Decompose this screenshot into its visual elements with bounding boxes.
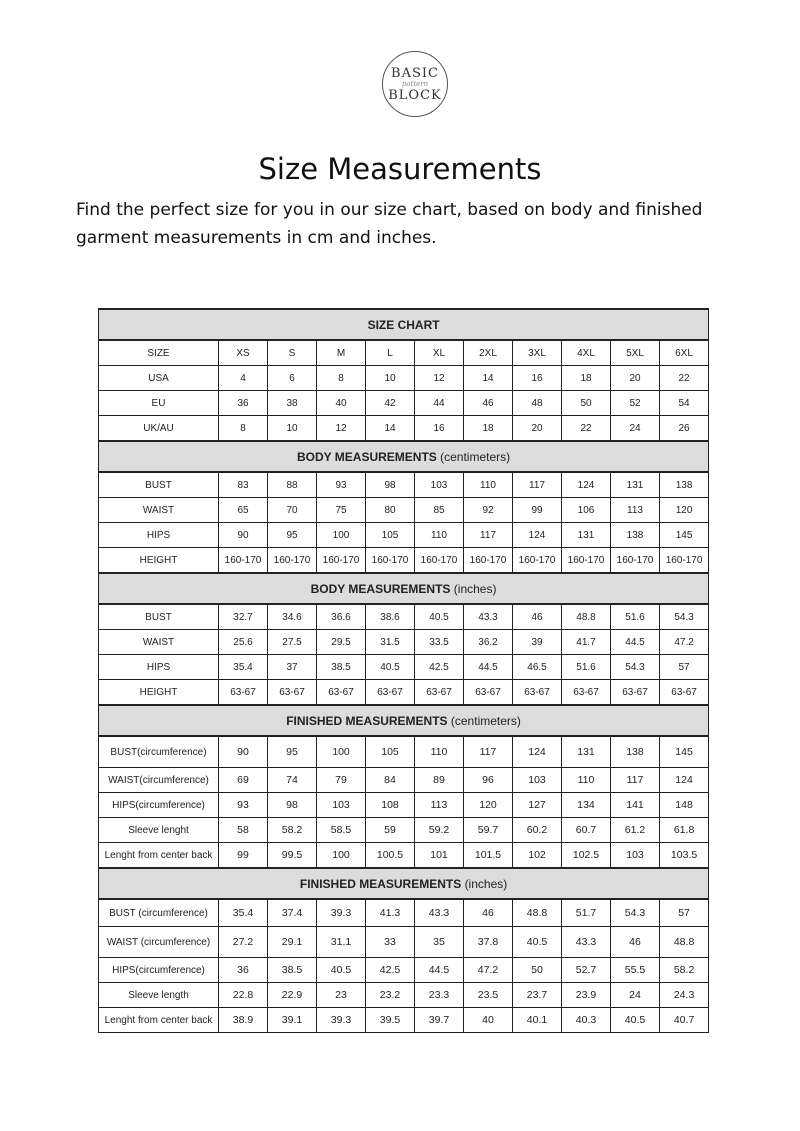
table-cell: 103.5: [660, 843, 709, 869]
table-cell: 48.8: [513, 899, 562, 927]
row-label: WAIST: [99, 630, 219, 655]
table-cell: 60.2: [513, 818, 562, 843]
table-cell: 22: [562, 416, 611, 442]
table-cell: 59.7: [464, 818, 513, 843]
table-cell: 50: [513, 958, 562, 983]
section-header-row-cell: [99, 705, 709, 736]
row-label: HEIGHT: [99, 680, 219, 706]
table-cell: 34.6: [268, 604, 317, 630]
table-cell: 23.9: [562, 983, 611, 1008]
table-cell: 63-67: [562, 680, 611, 706]
size-chart-table: [98, 308, 709, 1033]
table-cell: 4XL: [562, 340, 611, 366]
table-cell: 124: [513, 736, 562, 768]
table-row: [99, 793, 709, 818]
table-cell: 22: [660, 366, 709, 391]
section-unit: (inches): [464, 876, 508, 891]
table-cell: 117: [513, 472, 562, 498]
section-header-row: [99, 868, 709, 899]
table-row: [99, 416, 709, 442]
section-title: BODY MEASUREMENTS: [296, 449, 437, 464]
table-cell: 23: [317, 983, 366, 1008]
table-cell: 103: [317, 793, 366, 818]
section-header-row-cell: [99, 868, 709, 899]
table-cell: 63-67: [268, 680, 317, 706]
table-cell: 138: [611, 523, 660, 548]
table-cell: 63-67: [415, 680, 464, 706]
table-row: [99, 958, 709, 983]
table-cell: 40.5: [611, 1008, 660, 1033]
table-cell: 46: [513, 604, 562, 630]
table-cell: 96: [464, 768, 513, 793]
table-cell: 88: [268, 472, 317, 498]
table-cell: 10: [268, 416, 317, 442]
table-cell: 6: [268, 366, 317, 391]
table-cell: 124: [660, 768, 709, 793]
section-header-row-cell: [99, 441, 709, 472]
table-row: [99, 927, 709, 958]
table-cell: 99: [219, 843, 268, 869]
table-cell: 6XL: [660, 340, 709, 366]
table-cell: 54.3: [660, 604, 709, 630]
section-title: SIZE CHART: [367, 317, 440, 332]
row-label: HIPS: [99, 655, 219, 680]
table-cell: 69: [219, 768, 268, 793]
table-cell: 160-170: [268, 548, 317, 574]
table-cell: 23.7: [513, 983, 562, 1008]
logo-line-1: BASIC: [391, 65, 439, 81]
table-cell: 105: [366, 523, 415, 548]
row-label: UK/AU: [99, 416, 219, 442]
table-cell: 39.3: [317, 1008, 366, 1033]
table-cell: 48.8: [562, 604, 611, 630]
table-cell: 102.5: [562, 843, 611, 869]
table-cell: M: [317, 340, 366, 366]
row-label: WAIST(circumference): [99, 768, 219, 793]
section-header-row: [99, 441, 709, 472]
table-cell: 8: [317, 366, 366, 391]
table-row: [99, 630, 709, 655]
table-cell: 43.3: [562, 927, 611, 958]
table-cell: 46: [464, 899, 513, 927]
section-unit: (centimeters): [440, 449, 511, 464]
table-cell: 27.5: [268, 630, 317, 655]
table-cell: 22.8: [219, 983, 268, 1008]
row-label: SIZE: [99, 340, 219, 366]
table-cell: 160-170: [464, 548, 513, 574]
table-cell: XL: [415, 340, 464, 366]
table-cell: 95: [268, 736, 317, 768]
row-label: BUST(circumference): [99, 736, 219, 768]
table-cell: 33.5: [415, 630, 464, 655]
table-row: [99, 498, 709, 523]
table-cell: 98: [268, 793, 317, 818]
table-cell: 103: [415, 472, 464, 498]
table-cell: 39.7: [415, 1008, 464, 1033]
table-cell: 39.5: [366, 1008, 415, 1033]
table-cell: 48.8: [660, 927, 709, 958]
table-cell: 63-67: [611, 680, 660, 706]
table-cell: 23.2: [366, 983, 415, 1008]
table-cell: 120: [660, 498, 709, 523]
table-cell: 54: [660, 391, 709, 416]
table-cell: 52.7: [562, 958, 611, 983]
table-cell: 63-67: [660, 680, 709, 706]
table-cell: 31.5: [366, 630, 415, 655]
table-cell: 52: [611, 391, 660, 416]
table-cell: 31.1: [317, 927, 366, 958]
table-cell: 90: [219, 736, 268, 768]
table-cell: 134: [562, 793, 611, 818]
table-cell: 40.7: [660, 1008, 709, 1033]
row-label: BUST: [99, 472, 219, 498]
table-cell: 131: [562, 736, 611, 768]
table-cell: 90: [219, 523, 268, 548]
table-cell: 20: [611, 366, 660, 391]
table-cell: 12: [317, 416, 366, 442]
table-cell: 44.5: [611, 630, 660, 655]
table-cell: 131: [562, 523, 611, 548]
table-cell: 103: [513, 768, 562, 793]
row-label: HIPS: [99, 523, 219, 548]
row-label: HIPS(circumference): [99, 958, 219, 983]
table-cell: 44: [415, 391, 464, 416]
table-row: [99, 655, 709, 680]
page-title: Size Measurements: [258, 152, 542, 186]
table-cell: 57: [660, 655, 709, 680]
table-cell: 10: [366, 366, 415, 391]
table-cell: 37.8: [464, 927, 513, 958]
table-cell: 160-170: [415, 548, 464, 574]
table-cell: 110: [415, 736, 464, 768]
table-cell: 145: [660, 523, 709, 548]
table-cell: 38.5: [268, 958, 317, 983]
table-row: [99, 523, 709, 548]
table-cell: 36: [219, 391, 268, 416]
table-cell: 37: [268, 655, 317, 680]
table-cell: 79: [317, 768, 366, 793]
row-label: Lenght from center back: [99, 843, 219, 869]
section-unit: (inches): [453, 581, 497, 596]
table-row: [99, 680, 709, 706]
table-cell: 80: [366, 498, 415, 523]
table-cell: 23.5: [464, 983, 513, 1008]
table-cell: 117: [464, 736, 513, 768]
table-cell: 58: [219, 818, 268, 843]
table-cell: 42.5: [415, 655, 464, 680]
table-cell: 124: [513, 523, 562, 548]
section-title: FINISHED MEASUREMENTS: [286, 713, 448, 728]
table-cell: 60.7: [562, 818, 611, 843]
table-cell: 40.5: [366, 655, 415, 680]
table-cell: 102: [513, 843, 562, 869]
table-cell: 29.1: [268, 927, 317, 958]
table-cell: 108: [366, 793, 415, 818]
table-cell: 57: [660, 899, 709, 927]
table-cell: 160-170: [660, 548, 709, 574]
table-cell: 33: [366, 927, 415, 958]
table-cell: 47.2: [660, 630, 709, 655]
table-cell: 63-67: [464, 680, 513, 706]
table-cell: 20: [513, 416, 562, 442]
table-cell: 51.6: [611, 604, 660, 630]
table-cell: 40: [464, 1008, 513, 1033]
table-row: [99, 818, 709, 843]
brand-logo: [382, 51, 448, 117]
table-cell: 138: [660, 472, 709, 498]
table-cell: 35: [415, 927, 464, 958]
table-cell: 12: [415, 366, 464, 391]
table-cell: 120: [464, 793, 513, 818]
table-cell: 40.5: [513, 927, 562, 958]
table-cell: 4: [219, 366, 268, 391]
table-cell: 51.7: [562, 899, 611, 927]
table-cell: 99.5: [268, 843, 317, 869]
table-cell: 46.5: [513, 655, 562, 680]
table-cell: 74: [268, 768, 317, 793]
table-cell: 54.3: [611, 899, 660, 927]
table-cell: 40: [317, 391, 366, 416]
table-cell: 85: [415, 498, 464, 523]
table-cell: 138: [611, 736, 660, 768]
table-cell: 16: [513, 366, 562, 391]
table-cell: 58.5: [317, 818, 366, 843]
table-row: [99, 1008, 709, 1033]
row-label: BUST (circumference): [99, 899, 219, 927]
table-cell: 5XL: [611, 340, 660, 366]
table-cell: 117: [611, 768, 660, 793]
table-cell: 58.2: [660, 958, 709, 983]
table-cell: 40.1: [513, 1008, 562, 1033]
table-cell: 113: [611, 498, 660, 523]
table-cell: 148: [660, 793, 709, 818]
table-cell: 18: [464, 416, 513, 442]
table-cell: 160-170: [366, 548, 415, 574]
table-cell: 38.5: [317, 655, 366, 680]
table-cell: 39: [513, 630, 562, 655]
table-row: [99, 548, 709, 574]
table-cell: 24: [611, 416, 660, 442]
table-cell: 36.6: [317, 604, 366, 630]
table-cell: 25.6: [219, 630, 268, 655]
table-cell: 141: [611, 793, 660, 818]
table-cell: 131: [611, 472, 660, 498]
table-cell: 18: [562, 366, 611, 391]
table-cell: 36.2: [464, 630, 513, 655]
table-cell: 35.4: [219, 655, 268, 680]
row-label: USA: [99, 366, 219, 391]
table-cell: 38: [268, 391, 317, 416]
table-cell: 61.2: [611, 818, 660, 843]
table-cell: 113: [415, 793, 464, 818]
table-cell: 22.9: [268, 983, 317, 1008]
table-cell: 93: [317, 472, 366, 498]
table-cell: 93: [219, 793, 268, 818]
table-cell: 44.5: [415, 958, 464, 983]
table-cell: 145: [660, 736, 709, 768]
section-header-row: [99, 705, 709, 736]
table-cell: 84: [366, 768, 415, 793]
table-cell: 160-170: [317, 548, 366, 574]
table-cell: 63-67: [366, 680, 415, 706]
table-cell: 40.5: [317, 958, 366, 983]
table-cell: 39.3: [317, 899, 366, 927]
table-cell: 46: [464, 391, 513, 416]
table-cell: 37.4: [268, 899, 317, 927]
table-row: [99, 736, 709, 768]
table-cell: 43.3: [415, 899, 464, 927]
table-cell: 35.4: [219, 899, 268, 927]
table-row: [99, 366, 709, 391]
logo-line-2: pattern: [401, 79, 429, 88]
table-cell: 65: [219, 498, 268, 523]
table-cell: 103: [611, 843, 660, 869]
row-label: Sleeve lenght: [99, 818, 219, 843]
table-cell: 61.8: [660, 818, 709, 843]
table-cell: 160-170: [219, 548, 268, 574]
table-cell: 29.5: [317, 630, 366, 655]
table-cell: 101: [415, 843, 464, 869]
row-label: Sleeve length: [99, 983, 219, 1008]
table-cell: 14: [464, 366, 513, 391]
table-row: [99, 340, 709, 366]
table-cell: 127: [513, 793, 562, 818]
table-cell: 100: [317, 523, 366, 548]
table-cell: 46: [611, 927, 660, 958]
table-cell: 98: [366, 472, 415, 498]
table-cell: 160-170: [562, 548, 611, 574]
section-header-row: [99, 573, 709, 604]
row-label: Lenght from center back: [99, 1008, 219, 1033]
size-chart-title-row: [99, 309, 709, 340]
table-cell: 36: [219, 958, 268, 983]
table-cell: 41.7: [562, 630, 611, 655]
section-title: FINISHED MEASUREMENTS: [299, 876, 462, 891]
table-cell: 55.5: [611, 958, 660, 983]
table-cell: 70: [268, 498, 317, 523]
table-cell: 40.5: [415, 604, 464, 630]
row-label: EU: [99, 391, 219, 416]
row-label: HEIGHT: [99, 548, 219, 574]
section-unit: (centimeters): [450, 713, 521, 728]
table-cell: 41.3: [366, 899, 415, 927]
row-label: HIPS(circumference): [99, 793, 219, 818]
table-cell: 38.6: [366, 604, 415, 630]
table-row: [99, 768, 709, 793]
table-cell: 160-170: [513, 548, 562, 574]
table-row: [99, 843, 709, 869]
table-cell: 99: [513, 498, 562, 523]
table-row: [99, 983, 709, 1008]
table-cell: 47.2: [464, 958, 513, 983]
table-cell: 38.9: [219, 1008, 268, 1033]
table-cell: 100: [317, 736, 366, 768]
table-cell: 16: [415, 416, 464, 442]
table-cell: 58.2: [268, 818, 317, 843]
table-cell: 83: [219, 472, 268, 498]
table-cell: 63-67: [317, 680, 366, 706]
table-cell: 75: [317, 498, 366, 523]
table-cell: 42: [366, 391, 415, 416]
table-cell: 24.3: [660, 983, 709, 1008]
table-cell: 27.2: [219, 927, 268, 958]
table-cell: 14: [366, 416, 415, 442]
table-cell: 8: [219, 416, 268, 442]
section-title: BODY MEASUREMENTS: [310, 581, 451, 596]
table-cell: 63-67: [219, 680, 268, 706]
intro-text: Find the perfect size for you in our size chart, based on body and finished garment measurements in cm and inches.: [76, 200, 703, 248]
row-label: WAIST: [99, 498, 219, 523]
table-cell: 63-67: [513, 680, 562, 706]
table-cell: 160-170: [611, 548, 660, 574]
table-cell: 51.6: [562, 655, 611, 680]
table-cell: L: [366, 340, 415, 366]
table-cell: 32.7: [219, 604, 268, 630]
table-row: [99, 604, 709, 630]
table-cell: 100.5: [366, 843, 415, 869]
table-cell: 117: [464, 523, 513, 548]
table-cell: 42.5: [366, 958, 415, 983]
table-cell: 110: [562, 768, 611, 793]
table-cell: S: [268, 340, 317, 366]
table-cell: 54.3: [611, 655, 660, 680]
row-label: BUST: [99, 604, 219, 630]
table-cell: 124: [562, 472, 611, 498]
table-cell: 43.3: [464, 604, 513, 630]
table-cell: 40.3: [562, 1008, 611, 1033]
table-cell: 101.5: [464, 843, 513, 869]
table-cell: 3XL: [513, 340, 562, 366]
table-cell: 24: [611, 983, 660, 1008]
row-label: WAIST (circumference): [99, 927, 219, 958]
table-cell: 2XL: [464, 340, 513, 366]
table-cell: 48: [513, 391, 562, 416]
table-cell: 89: [415, 768, 464, 793]
table-row: [99, 899, 709, 927]
logo-line-3: BLOCK: [388, 87, 442, 103]
table-cell: 59: [366, 818, 415, 843]
table-cell: 23.3: [415, 983, 464, 1008]
table-cell: 39.1: [268, 1008, 317, 1033]
table-cell: 59.2: [415, 818, 464, 843]
table-cell: 95: [268, 523, 317, 548]
size-chart-title-row-cell: [99, 309, 709, 340]
table-cell: 105: [366, 736, 415, 768]
table-row: [99, 472, 709, 498]
table-cell: 110: [464, 472, 513, 498]
table-cell: 100: [317, 843, 366, 869]
table-cell: 92: [464, 498, 513, 523]
table-cell: 110: [415, 523, 464, 548]
table-cell: 44.5: [464, 655, 513, 680]
table-row: [99, 391, 709, 416]
table-cell: 50: [562, 391, 611, 416]
table-cell: 26: [660, 416, 709, 442]
table-cell: 106: [562, 498, 611, 523]
table-cell: XS: [219, 340, 268, 366]
section-header-row-cell: [99, 573, 709, 604]
